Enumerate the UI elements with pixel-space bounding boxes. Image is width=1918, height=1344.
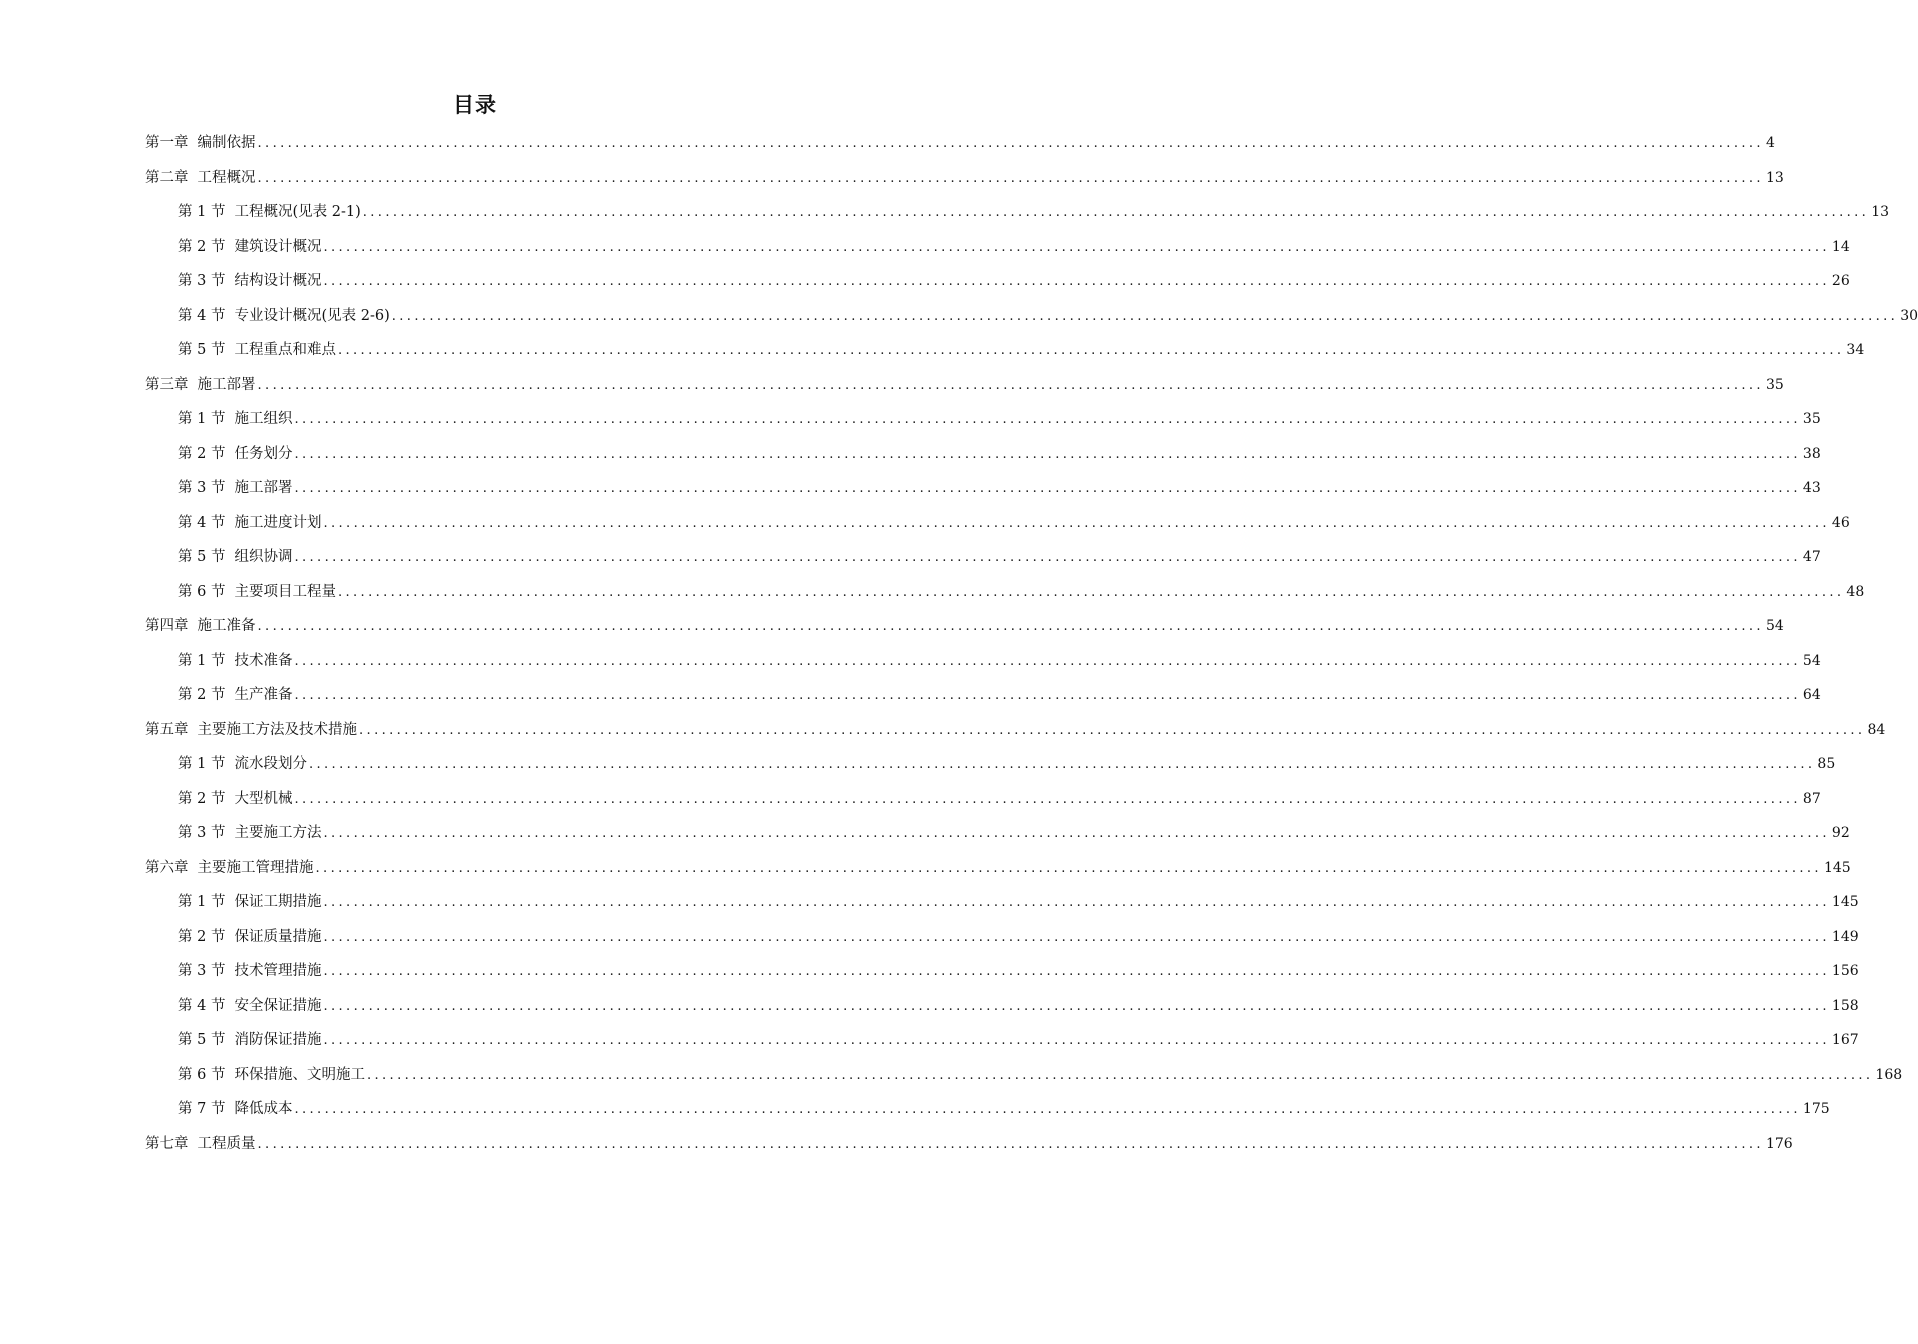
- toc-page-number: 26: [1831, 273, 1850, 289]
- toc-page-number: 35: [1765, 376, 1784, 393]
- toc-entry-label: [178, 885, 321, 920]
- toc-dot-leader: ........................................................................................................................................................................................................: [294, 446, 1801, 462]
- toc-page-number: 145: [1823, 859, 1851, 876]
- toc-chapter-entry[interactable]: [145, 851, 1851, 886]
- toc-entry-number: 第五章: [145, 721, 189, 738]
- toc-section-entry[interactable]: [145, 644, 1821, 679]
- toc-chapter-entry[interactable]: [145, 1127, 1793, 1162]
- toc-section-entry[interactable]: [145, 299, 1918, 334]
- toc-dot-leader: ........................................................................................................................................................................................................: [337, 584, 1845, 600]
- toc-dot-leader: ........................................................................................................................................................................................................: [257, 1136, 1764, 1152]
- toc-entry-number: 第 2 节: [178, 790, 226, 807]
- toc-dot-leader: ........................................................................................................................................................................................................: [294, 688, 1801, 703]
- toc-entry-text: 工程质量: [197, 1135, 256, 1152]
- toc-page-number: 145: [1831, 894, 1859, 910]
- toc-entry-number: 第 1 节: [178, 652, 226, 669]
- toc-dot-leader: ........................................................................................................................................................................................................: [362, 205, 1870, 220]
- toc-section-entry[interactable]: [145, 747, 1836, 782]
- toc-entry-text: 技术准备: [234, 652, 293, 669]
- toc-entry-text: 工程重点和难点: [234, 342, 336, 358]
- toc-dot-leader: ........................................................................................................................................................................................................: [294, 653, 1801, 669]
- toc-entry-label: [178, 230, 321, 265]
- toc-section-entry[interactable]: [145, 264, 1850, 299]
- toc-section-entry[interactable]: [145, 920, 1859, 955]
- toc-dot-leader: ........................................................................................................................................................................................................: [257, 136, 1764, 151]
- toc-page-number: 13: [1765, 169, 1784, 186]
- toc-page-number: 30: [1900, 307, 1918, 324]
- toc-page-number: 48: [1846, 583, 1865, 600]
- toc-dot-leader: ........................................................................................................................................................................................................: [323, 274, 1830, 289]
- toc-page-number: 54: [1802, 652, 1821, 669]
- toc-entry-text: 建筑设计概况: [234, 238, 322, 255]
- toc-entry-label: [178, 471, 292, 506]
- toc-dot-leader: ........................................................................................................................................................................................................: [323, 929, 1830, 945]
- toc-entry-text: 施工部署: [197, 376, 256, 393]
- toc-section-entry[interactable]: [145, 506, 1850, 541]
- toc-page-number: 47: [1802, 549, 1821, 565]
- toc-entry-number: 第 6 节: [178, 583, 226, 600]
- toc-entry-label: [178, 920, 321, 955]
- toc-entry-text: 编制依据: [197, 135, 256, 151]
- toc-page-number: 46: [1831, 514, 1850, 531]
- toc-entry-label: [178, 989, 321, 1024]
- toc-entry-number: 第四章: [145, 618, 189, 634]
- toc-entry-text: 结构设计概况: [234, 273, 322, 289]
- toc-entry-number: 第 5 节: [178, 1032, 226, 1048]
- toc-entry-text: 组织协调: [234, 549, 293, 565]
- toc-entry-text: 保证工期措施: [234, 894, 322, 910]
- toc-entry-number: 第 3 节: [178, 825, 226, 841]
- toc-dot-leader: ........................................................................................................................................................................................................: [294, 550, 1801, 565]
- toc-entry-text: 主要项目工程量: [234, 583, 336, 600]
- toc-entry-label: [178, 1058, 365, 1093]
- toc-entry-label: [178, 506, 321, 541]
- toc-entry-text: 任务划分: [234, 445, 293, 462]
- toc-entry-label: [178, 816, 321, 851]
- toc-dot-leader: ........................................................................................................................................................................................................: [294, 1102, 1801, 1117]
- toc-entry-text: 保证质量措施: [234, 928, 322, 945]
- toc-entry-number: 第 2 节: [178, 928, 226, 945]
- toc-page-number: 149: [1831, 928, 1859, 945]
- toc-page-number: 4: [1765, 135, 1775, 151]
- toc-entry-label: [145, 1127, 256, 1162]
- toc-dot-leader: ........................................................................................................................................................................................................: [391, 308, 1899, 324]
- toc-entry-number: 第 2 节: [178, 687, 226, 703]
- toc-section-entry[interactable]: [145, 230, 1850, 265]
- toc-section-entry[interactable]: [145, 402, 1821, 437]
- toc-entry-number: 第 6 节: [178, 1066, 226, 1083]
- toc-dot-leader: ........................................................................................................................................................................................................: [294, 412, 1801, 427]
- toc-entry-label: [178, 195, 361, 230]
- toc-entry-text: 主要施工管理措施: [197, 859, 314, 876]
- toc-entry-label: [178, 575, 336, 610]
- toc-section-entry[interactable]: [145, 1092, 1830, 1127]
- toc-page-number: 13: [1871, 204, 1890, 220]
- toc-chapter-entry[interactable]: [145, 609, 1784, 644]
- toc-entry-text: 消防保证措施: [234, 1032, 322, 1048]
- toc-entry-number: 第一章: [145, 135, 189, 151]
- toc-entry-text: 生产准备: [234, 687, 293, 703]
- toc-entry-number: 第 4 节: [178, 307, 226, 324]
- toc-chapter-entry[interactable]: [145, 161, 1784, 196]
- toc-entry-label: [178, 1023, 321, 1058]
- toc-entry-number: 第 1 节: [178, 204, 226, 220]
- toc-section-entry[interactable]: [145, 885, 1859, 920]
- toc-entry-number: 第 1 节: [178, 756, 226, 772]
- toc-page-number: 35: [1802, 411, 1821, 427]
- toc-entry-number: 第 1 节: [178, 411, 226, 427]
- toc-entry-number: 第二章: [145, 169, 189, 186]
- toc-section-entry[interactable]: [145, 1023, 1859, 1058]
- toc-entry-number: 第六章: [145, 859, 189, 876]
- toc-page-number: 43: [1802, 480, 1821, 496]
- toc-dot-leader: ........................................................................................................................................................................................................: [323, 895, 1830, 910]
- toc-dot-leader: ........................................................................................................................................................................................................: [323, 964, 1830, 979]
- toc-dot-leader: ........................................................................................................................................................................................................: [315, 860, 1822, 876]
- toc-section-entry[interactable]: [145, 954, 1859, 989]
- toc-page-number: 176: [1765, 1135, 1793, 1152]
- toc-chapter-entry[interactable]: [145, 713, 1886, 748]
- toc-section-entry[interactable]: [145, 333, 1865, 368]
- toc-dot-leader: ........................................................................................................................................................................................................: [323, 1033, 1830, 1048]
- toc-page-number: 92: [1831, 825, 1850, 841]
- toc-entry-text: 流水段划分: [234, 756, 307, 772]
- toc-list: [145, 126, 1918, 1161]
- toc-section-entry[interactable]: [145, 437, 1821, 472]
- toc-page-number: 156: [1831, 963, 1859, 979]
- toc-entry-number: 第三章: [145, 376, 189, 393]
- toc-section-entry[interactable]: [145, 471, 1821, 506]
- toc-entry-text: 技术管理措施: [234, 963, 322, 979]
- toc-page-number: 168: [1875, 1066, 1903, 1083]
- toc-page-number: 38: [1802, 445, 1821, 462]
- toc-section-entry[interactable]: [145, 540, 1821, 575]
- toc-entry-number: 第 2 节: [178, 238, 226, 255]
- toc-title: 目录: [453, 93, 497, 117]
- toc-dot-leader: ........................................................................................................................................................................................................: [257, 619, 1764, 634]
- toc-entry-label: [178, 264, 321, 299]
- toc-chapter-entry[interactable]: [145, 368, 1784, 403]
- toc-page-number: 167: [1831, 1032, 1859, 1048]
- toc-entry-text: 施工准备: [197, 618, 256, 634]
- toc-entry-text: 工程概况(见表 2-1): [234, 204, 361, 220]
- toc-dot-leader: ........................................................................................................................................................................................................: [257, 377, 1764, 393]
- toc-entry-number: 第 7 节: [178, 1101, 226, 1117]
- toc-entry-label: [178, 333, 336, 368]
- toc-entry-text: 环保措施、文明施工: [234, 1066, 365, 1083]
- toc-dot-leader: ........................................................................................................................................................................................................: [257, 170, 1764, 186]
- toc-page-number: 64: [1802, 687, 1821, 703]
- toc-entry-number: 第 4 节: [178, 997, 226, 1014]
- toc-page-number: 175: [1802, 1101, 1830, 1117]
- toc-entry-label: [178, 747, 307, 782]
- toc-section-entry[interactable]: [145, 575, 1865, 610]
- toc-entry-label: [145, 609, 256, 644]
- toc-entry-number: 第 3 节: [178, 273, 226, 289]
- toc-entry-label: [178, 678, 292, 713]
- toc-entry-number: 第 5 节: [178, 342, 226, 358]
- toc-page-number: 14: [1831, 238, 1850, 255]
- toc-entry-label: [178, 402, 292, 437]
- toc-entry-label: [145, 713, 357, 748]
- toc-dot-leader: ........................................................................................................................................................................................................: [323, 998, 1830, 1014]
- toc-dot-leader: ........................................................................................................................................................................................................: [337, 343, 1845, 358]
- toc-entry-label: [145, 851, 314, 886]
- toc-entry-label: [178, 299, 390, 334]
- toc-entry-text: 安全保证措施: [234, 997, 322, 1014]
- toc-entry-label: [178, 1092, 292, 1127]
- toc-dot-leader: ........................................................................................................................................................................................................: [294, 791, 1801, 807]
- toc-entry-number: 第 5 节: [178, 549, 226, 565]
- toc-entry-label: [178, 954, 321, 989]
- toc-dot-leader: ........................................................................................................................................................................................................: [294, 481, 1801, 496]
- toc-chapter-entry[interactable]: [145, 126, 1775, 161]
- toc-entry-text: 降低成本: [234, 1101, 293, 1117]
- toc-page-number: 54: [1765, 618, 1784, 634]
- toc-section-entry[interactable]: [145, 195, 1890, 230]
- toc-dot-leader: ........................................................................................................................................................................................................: [323, 515, 1830, 531]
- toc-entry-number: 第 3 节: [178, 963, 226, 979]
- toc-dot-leader: ........................................................................................................................................................................................................: [323, 826, 1830, 841]
- toc-section-entry[interactable]: [145, 782, 1821, 817]
- toc-section-entry[interactable]: [145, 989, 1859, 1024]
- toc-page-number: 158: [1831, 997, 1859, 1014]
- toc-entry-text: 工程概况: [197, 169, 256, 186]
- toc-entry-text: 主要施工方法及技术措施: [197, 721, 357, 738]
- toc-entry-label: [178, 782, 292, 817]
- toc-entry-number: 第 3 节: [178, 480, 226, 496]
- toc-page-number: 34: [1846, 342, 1865, 358]
- toc-entry-label: [178, 437, 292, 472]
- toc-entry-text: 主要施工方法: [234, 825, 322, 841]
- toc-entry-number: 第 1 节: [178, 894, 226, 910]
- toc-entry-text: 施工组织: [234, 411, 293, 427]
- toc-page-number: 87: [1802, 790, 1821, 807]
- toc-entry-label: [145, 126, 256, 161]
- toc-dot-leader: ........................................................................................................................................................................................................: [323, 239, 1830, 255]
- toc-entry-number: 第七章: [145, 1135, 189, 1152]
- toc-entry-label: [145, 161, 256, 196]
- toc-entry-number: 第 4 节: [178, 514, 226, 531]
- toc-dot-leader: ........................................................................................................................................................................................................: [366, 1067, 1874, 1083]
- toc-entry-label: [178, 540, 292, 575]
- toc-entry-number: 第 2 节: [178, 445, 226, 462]
- toc-section-entry[interactable]: [145, 678, 1821, 713]
- toc-dot-leader: ........................................................................................................................................................................................................: [359, 722, 1866, 738]
- toc-entry-label: [145, 368, 256, 403]
- toc-entry-text: 专业设计概况(见表 2-6): [234, 307, 390, 324]
- toc-dot-leader: ........................................................................................................................................................................................................: [308, 757, 1816, 772]
- toc-entry-label: [178, 644, 292, 679]
- toc-entry-text: 大型机械: [234, 790, 293, 807]
- toc-section-entry[interactable]: [145, 1058, 1903, 1093]
- toc-page-number: 85: [1817, 756, 1836, 772]
- toc-entry-text: 施工部署: [234, 480, 293, 496]
- toc-page-number: 84: [1867, 721, 1886, 738]
- toc-entry-text: 施工进度计划: [234, 514, 322, 531]
- toc-section-entry[interactable]: [145, 816, 1850, 851]
